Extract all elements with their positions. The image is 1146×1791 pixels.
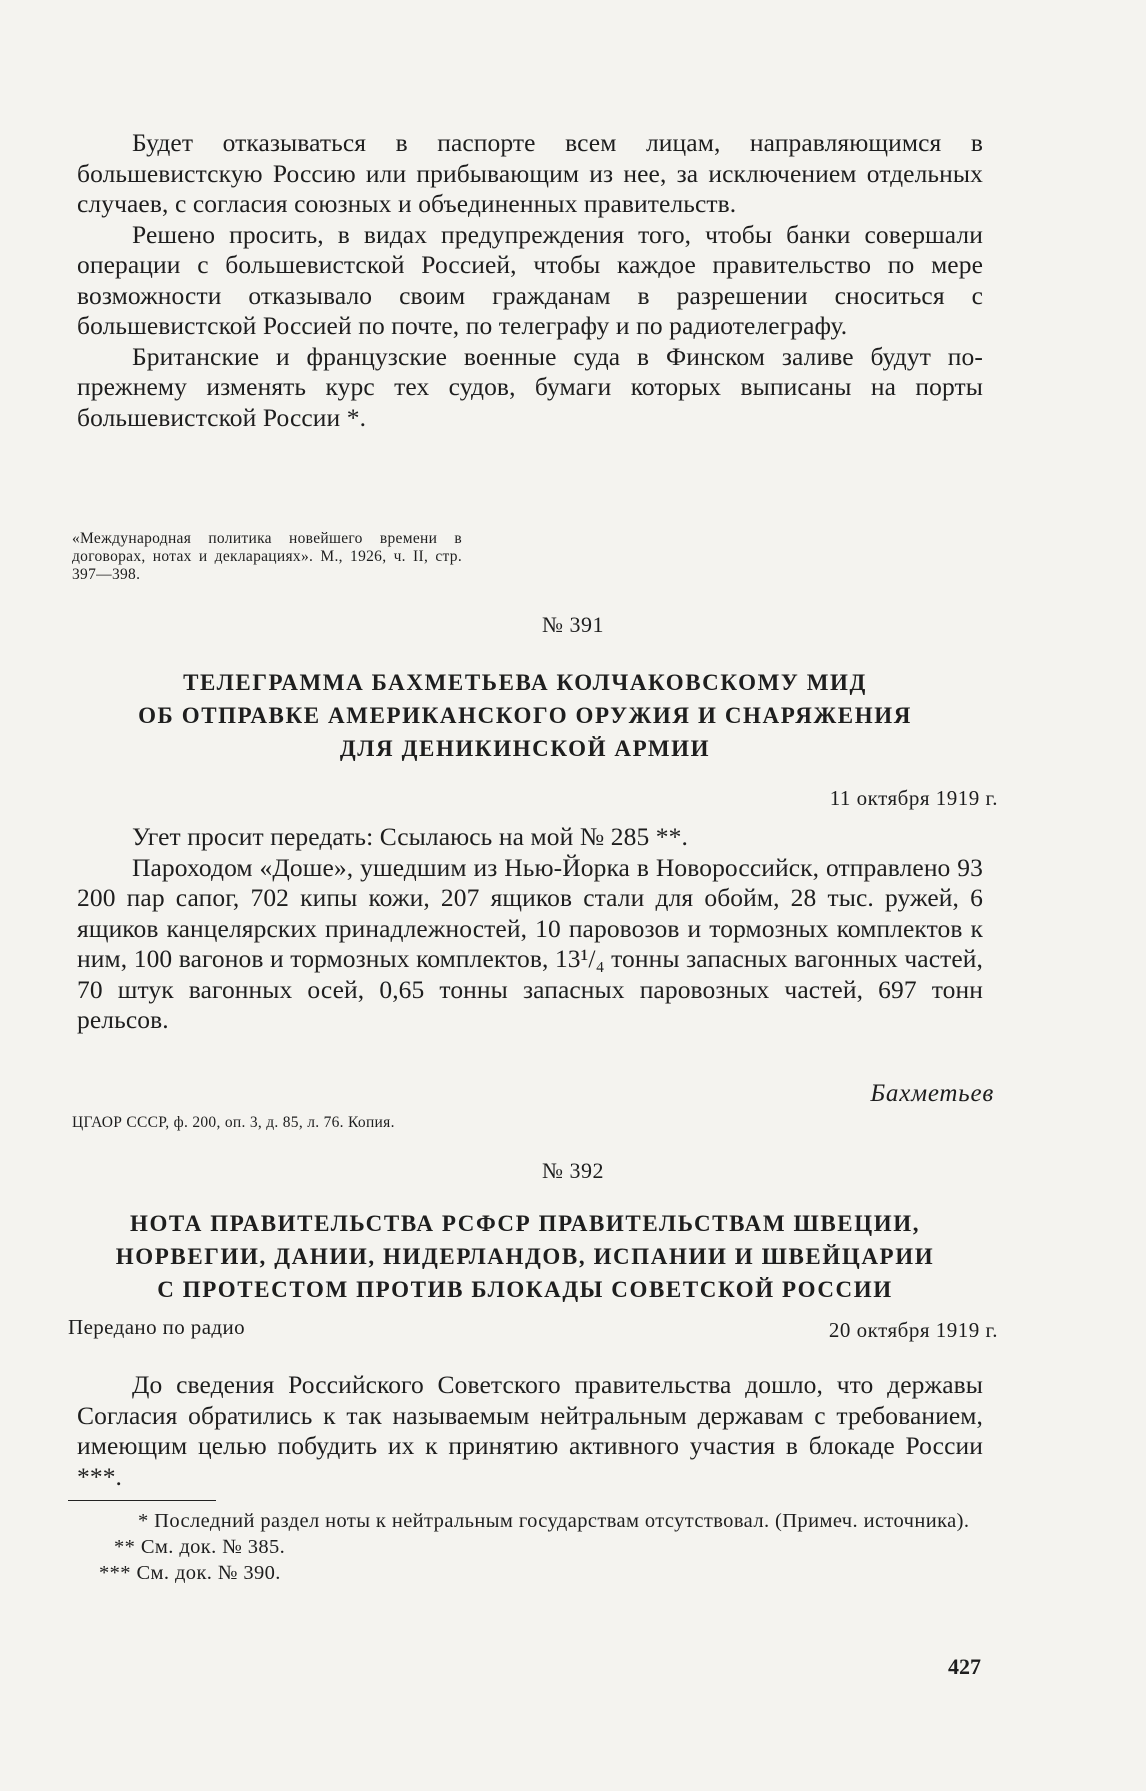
- doc-391-source: ЦГАОР СССР, ф. 200, оп. 3, д. 85, л. 76. Копия.: [72, 1114, 395, 1131]
- footnote-1: * Последний раздел ноты к нейтральным государствам отсутствовал. (Примеч. источника).: [138, 1510, 970, 1532]
- doc-391-paragraph-1: Угет просит передать: Ссылаюсь на мой № 285 **.: [132, 822, 688, 851]
- doc-392-title-line-2: НОРВЕГИИ, ДАНИИ, НИДЕРЛАНДОВ, ИСПАНИИ И ШВЕЙЦАРИИ: [115, 1244, 935, 1269]
- intro-paragraph-2: Решено просить, в видах предупреждения того, чтобы банки совершали операции с большевистской Россией, чтобы каждое правительство по мере возможности отказывало своим гражданам в разрешении сноситься с большевистской Россией по почте, по телеграфу и по радиотелеграфу.: [77, 219, 983, 340]
- footnotes: [66, 1508, 991, 1586]
- doc-391-title-line-2: ОБ ОТПРАВКЕ АМЕРИКАНСКОГО ОРУЖИЯ И СНАРЯЖЕНИЯ: [138, 703, 912, 728]
- doc-391-date: 11 октября 1919 г.: [829, 786, 998, 810]
- doc-391-title: [60, 666, 990, 765]
- footnote-3: *** См. док. № 390.: [99, 1562, 281, 1584]
- intro-paragraph-3: Британские и французские военные суда в Финском заливе будут по-прежнему изменять курс тех судов, бумаги которых выписаны на порты большевистской России *.: [77, 341, 983, 432]
- doc-392-title-line-3: С ПРОТЕСТОМ ПРОТИВ БЛОКАДЫ СОВЕТСКОЙ РОССИИ: [157, 1277, 893, 1302]
- doc-391-paragraph-2: Пароходом «Доше», ушедшим из Нью-Йорка в Новороссийск, отправлено 93 200 пар сапог, 702 кипы кожи, 207 ящиков стали для обойм, 28 тыс. ружей, 6 ящиков канцелярских принадлежностей, 10 паровозов и тормозных комплектов к ним, 100 вагонов и тормозных комплектов, 13¹/₄ тонны запасных вагонных частей, 70 штук вагонных осей, 0,65 тонны запасных паровозных частей, 697 тонн рельсов.: [77, 852, 983, 1034]
- doc-392-paragraph: До сведения Российского Советского правительства дошло, что державы Согласия обратились к так называемым нейтральным державам с требованием, имеющим целью побудить их к принятию активного участия в блокаде России ***.: [77, 1370, 983, 1491]
- doc-391-title-line-1: ТЕЛЕГРАММА БАХМЕТЬЕВА КОЛЧАКОВСКОМУ МИД: [183, 670, 867, 695]
- doc-392-number: № 392: [542, 1158, 604, 1183]
- doc-392-title: [60, 1207, 990, 1306]
- doc-391-signature: Бахметьев: [870, 1080, 994, 1107]
- doc-392-date: 20 октября 1919 г.: [828, 1318, 998, 1342]
- doc-392-title-line-1: НОТА ПРАВИТЕЛЬСТВА РСФСР ПРАВИТЕЛЬСТВАМ ШВЕЦИИ,: [129, 1211, 921, 1236]
- doc-391-title-line-3: ДЛЯ ДЕНИКИНСКОЙ АРМИИ: [339, 736, 711, 761]
- doc-392-transmission: Передано по радио: [68, 1315, 246, 1339]
- intro-paragraph-1: Будет отказываться в паспорте всем лицам, направляющимся в большевистскую Россию или прибывающим из нее, за исключением отдельных случаев, с согласия союзных и объединенных правительств.: [77, 128, 983, 218]
- doc-391-number: № 391: [542, 612, 604, 637]
- footnote-2: ** См. док. № 385.: [114, 1536, 286, 1558]
- source-citation-1: «Международная политика новейшего времени в договорах, нотах и декларациях». М., 1926, ч. II, стр. 397—398.: [72, 530, 462, 583]
- page-number: 427: [948, 1654, 981, 1679]
- doc-391-body: [77, 822, 983, 1036]
- footnote-divider: [68, 1500, 216, 1501]
- doc-392-body: [77, 1370, 983, 1492]
- intro-section: [77, 128, 983, 433]
